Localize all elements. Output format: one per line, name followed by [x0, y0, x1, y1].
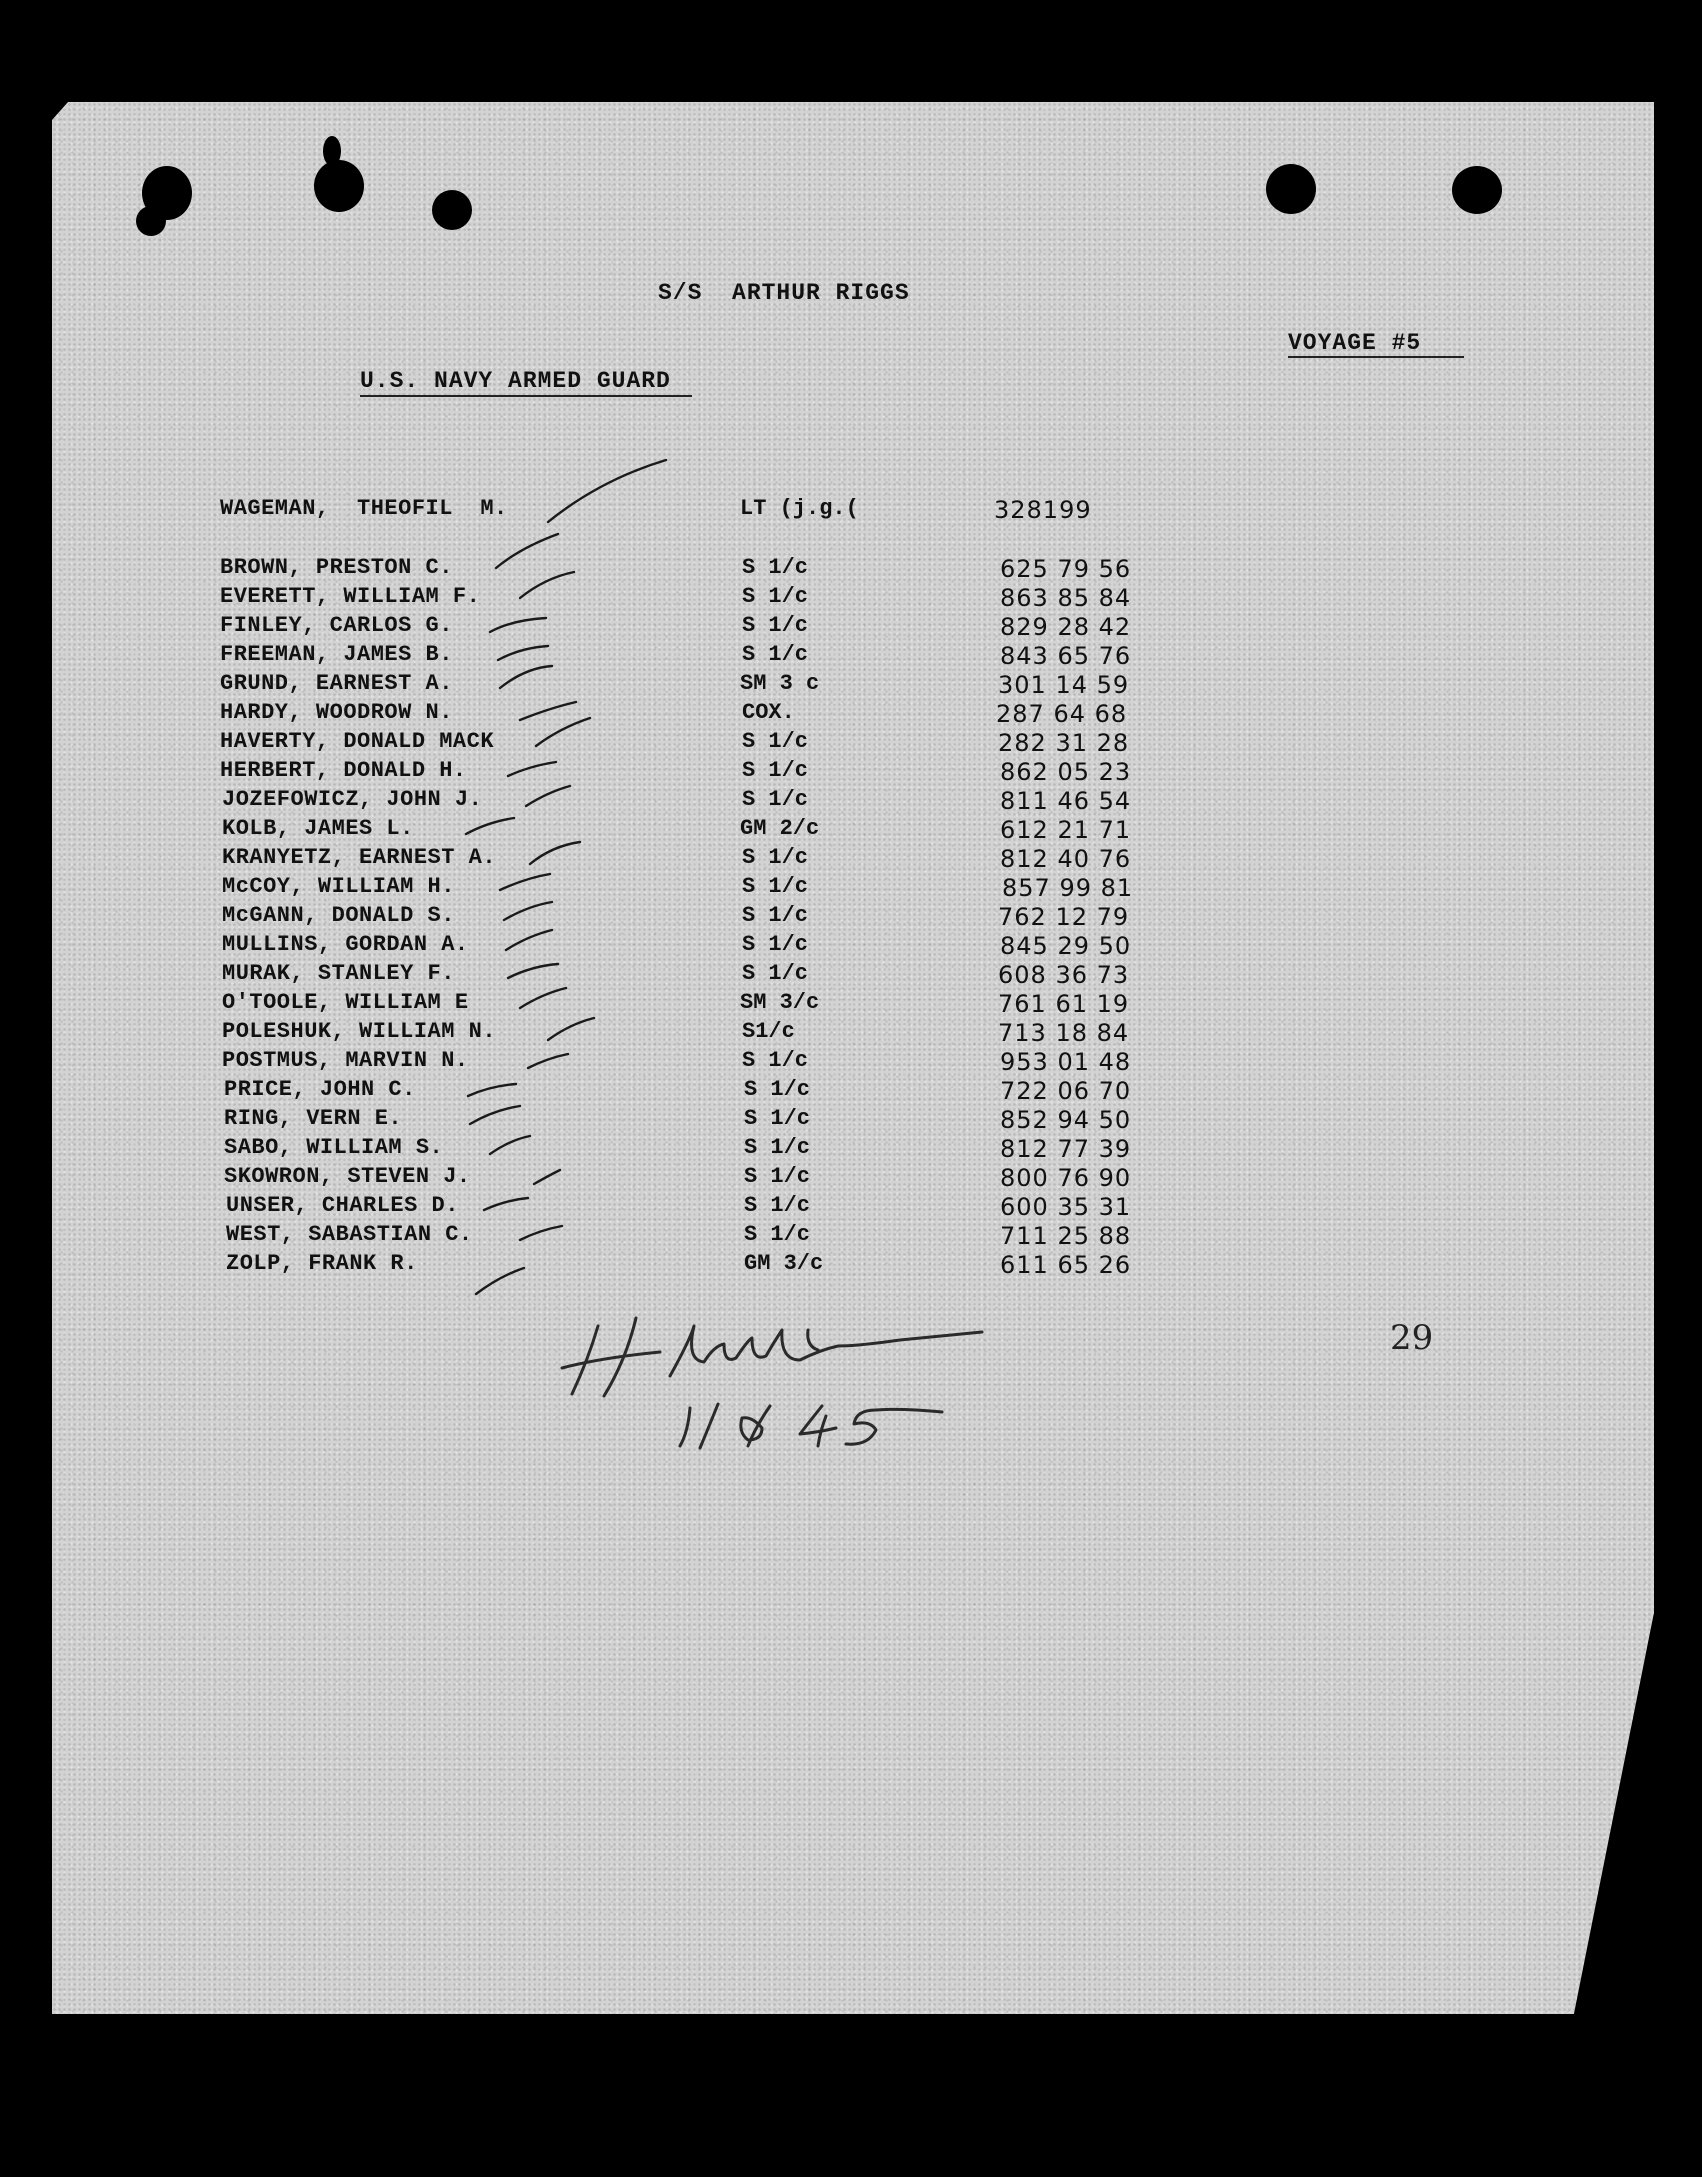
crew-service-number: 612 21 71: [1000, 816, 1132, 844]
crew-rate: S 1/c: [742, 1048, 809, 1073]
crew-service-number: 600 35 31: [1000, 1193, 1132, 1221]
unit-underline: [360, 395, 692, 397]
crew-service-number: 829 28 42: [1000, 613, 1132, 641]
crew-name: POLESHUK, WILLIAM N.: [222, 1019, 497, 1044]
officer-name: WAGEMAN, THEOFIL M.: [220, 496, 508, 521]
crew-rate: S 1/c: [742, 555, 809, 580]
crew-rate: S 1/c: [742, 961, 809, 986]
crew-service-number: 761 61 19: [998, 990, 1130, 1018]
punch-hole: [323, 136, 341, 166]
crew-name: RING, VERN E.: [224, 1106, 403, 1131]
crew-service-number: 301 14 59: [998, 671, 1130, 699]
crew-rate: S 1/c: [742, 874, 809, 899]
crew-name: MULLINS, GORDAN A.: [222, 932, 469, 957]
crew-name: EVERETT, WILLIAM F.: [220, 584, 481, 609]
crew-name: O'TOOLE, WILLIAM E: [222, 990, 469, 1015]
crew-rate: SM 3 c: [740, 671, 820, 696]
punch-hole: [432, 190, 472, 230]
crew-name: JOZEFOWICZ, JOHN J.: [222, 787, 483, 812]
crew-name: BROWN, PRESTON C.: [220, 555, 453, 580]
crew-rate: GM 3/c: [744, 1251, 824, 1276]
crew-name: MURAK, STANLEY F.: [222, 961, 455, 986]
crew-service-number: 711 25 88: [1000, 1222, 1132, 1250]
crew-rate: S 1/c: [742, 642, 809, 667]
crew-name: HERBERT, DONALD H.: [220, 758, 467, 783]
crew-name: PRICE, JOHN C.: [224, 1077, 416, 1102]
crew-name: McCOY, WILLIAM H.: [222, 874, 455, 899]
crew-service-number: 722 06 70: [1000, 1077, 1132, 1105]
page-number: 29: [1390, 1318, 1434, 1358]
crew-rate: S 1/c: [742, 758, 809, 783]
crew-rate: S 1/c: [742, 729, 809, 754]
crew-rate: S 1/c: [744, 1222, 811, 1247]
crew-name: FINLEY, CARLOS G.: [220, 613, 453, 638]
crew-rate: S 1/c: [744, 1106, 811, 1131]
crew-service-number: 611 65 26: [1000, 1251, 1132, 1279]
crew-name: HAVERTY, DONALD MACK: [220, 729, 495, 754]
punch-hole: [136, 206, 166, 236]
crew-service-number: 800 76 90: [1000, 1164, 1132, 1192]
crew-rate: S 1/c: [742, 845, 809, 870]
crew-rate: S 1/c: [744, 1135, 811, 1160]
crew-service-number: 862 05 23: [1000, 758, 1132, 786]
officer-service-number: 328199: [994, 496, 1092, 524]
crew-rate: S 1/c: [744, 1193, 811, 1218]
crew-name: McGANN, DONALD S.: [222, 903, 455, 928]
ship-title: S/S ARTHUR RIGGS: [658, 280, 910, 306]
crew-name: HARDY, WOODROW N.: [220, 700, 453, 725]
crew-service-number: 287 64 68: [996, 700, 1128, 728]
crew-service-number: 812 77 39: [1000, 1135, 1132, 1163]
officer-rate: LT (j.g.(: [740, 496, 859, 521]
crew-rate: GM 2/c: [740, 816, 820, 841]
crew-service-number: 843 65 76: [1000, 642, 1132, 670]
crew-service-number: 857 99 81: [1002, 874, 1134, 902]
crew-rate: S 1/c: [742, 787, 809, 812]
crew-name: GRUND, EARNEST A.: [220, 671, 453, 696]
crew-name: UNSER, CHARLES D.: [226, 1193, 459, 1218]
voyage-number: VOYAGE #5: [1288, 330, 1422, 356]
voyage-underline: [1288, 356, 1464, 358]
crew-service-number: 762 12 79: [998, 903, 1130, 931]
crew-rate: S 1/c: [742, 932, 809, 957]
crew-service-number: 852 94 50: [1000, 1106, 1132, 1134]
crew-rate: COX.: [742, 700, 795, 725]
crew-name: ZOLP, FRANK R.: [226, 1251, 418, 1276]
crew-name: KRANYETZ, EARNEST A.: [222, 845, 497, 870]
crew-name: FREEMAN, JAMES B.: [220, 642, 453, 667]
crew-name: SABO, WILLIAM S.: [224, 1135, 444, 1160]
crew-name: POSTMUS, MARVIN N.: [222, 1048, 469, 1073]
punch-hole: [1266, 164, 1316, 214]
crew-rate: S1/c: [742, 1019, 795, 1044]
crew-rate: SM 3/c: [740, 990, 820, 1015]
crew-rate: S 1/c: [744, 1164, 811, 1189]
punch-hole: [314, 160, 364, 212]
crew-service-number: 845 29 50: [1000, 932, 1132, 960]
crew-service-number: 282 31 28: [998, 729, 1130, 757]
crew-rate: S 1/c: [742, 903, 809, 928]
crew-rate: S 1/c: [742, 584, 809, 609]
punch-hole: [1452, 166, 1502, 214]
crew-service-number: 953 01 48: [1000, 1048, 1132, 1076]
crew-name: WEST, SABASTIAN C.: [226, 1222, 473, 1247]
crew-service-number: 713 18 84: [998, 1019, 1130, 1047]
crew-rate: S 1/c: [742, 613, 809, 638]
crew-name: SKOWRON, STEVEN J.: [224, 1164, 471, 1189]
crew-service-number: 863 85 84: [1000, 584, 1132, 612]
crew-service-number: 608 36 73: [998, 961, 1130, 989]
crew-service-number: 811 46 54: [1000, 787, 1132, 815]
crew-service-number: 625 79 56: [1000, 555, 1132, 583]
crew-service-number: 812 40 76: [1000, 845, 1132, 873]
crew-name: KOLB, JAMES L.: [222, 816, 414, 841]
unit-title: U.S. NAVY ARMED GUARD: [360, 368, 671, 394]
crew-rate: S 1/c: [744, 1077, 811, 1102]
